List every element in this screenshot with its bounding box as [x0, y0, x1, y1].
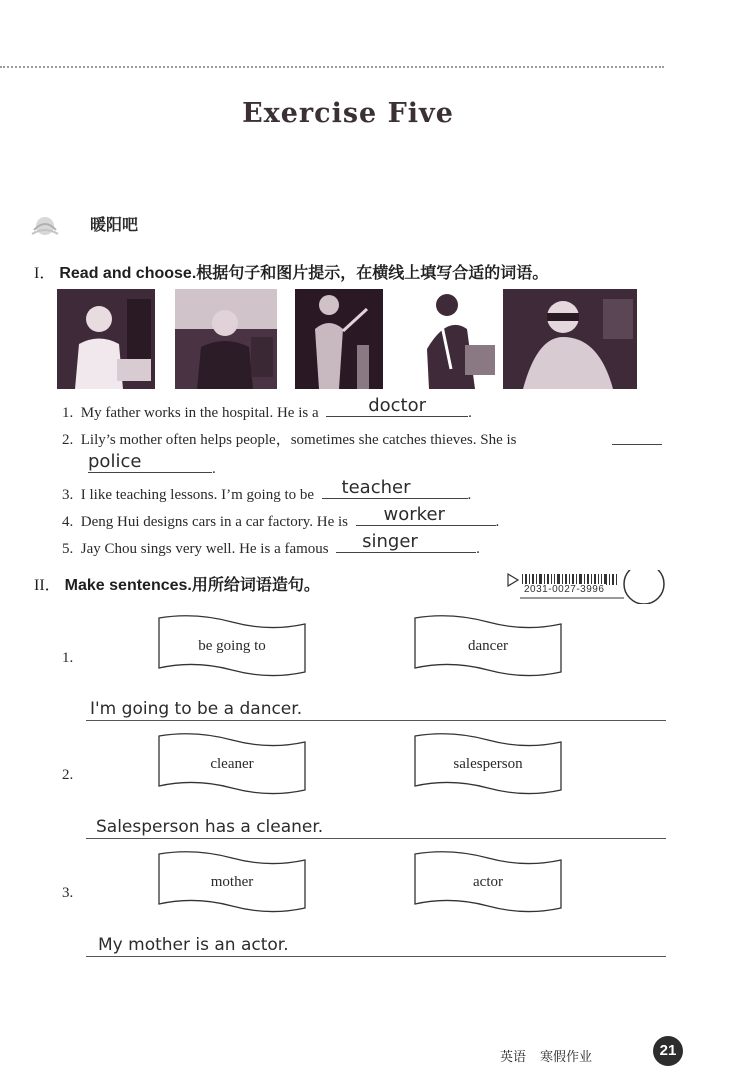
sentence-answer-line[interactable]: [86, 812, 666, 839]
question-2: [62, 428, 517, 449]
period: .: [212, 461, 216, 477]
word-card: [414, 614, 562, 678]
word-card: [158, 850, 306, 914]
word-card-text: mother: [210, 874, 254, 890]
page-title: Exercise Five: [242, 98, 454, 129]
question-2-continued: [88, 451, 216, 478]
photo-teacher: [503, 289, 637, 389]
part1-heading-text: Read and choose.根据句子和图片提示，在横线上填写合适的词语。: [59, 265, 549, 282]
photo-singer: [295, 289, 383, 389]
question-4: [62, 504, 500, 531]
section-name: 暖阳吧: [90, 215, 139, 234]
question-number: 5.: [62, 541, 74, 557]
page-number: 21: [653, 1036, 683, 1066]
word-card: [414, 850, 562, 914]
question-text: Lily’s mother often helps people，sometimes she catches thieves. She is: [80, 432, 517, 448]
word-card-text: dancer: [468, 638, 508, 654]
period: .: [467, 487, 472, 503]
photo-worker: [417, 289, 499, 389]
word-card: [158, 614, 306, 678]
part2-heading: [34, 572, 320, 595]
question-3: [62, 477, 472, 504]
word-card: [158, 732, 306, 796]
question-text: Deng Hui designs cars in a car factory. He is: [80, 514, 349, 530]
question-number: 1.: [62, 405, 74, 421]
part1-number: I．: [34, 265, 56, 282]
word-card-text: actor: [473, 874, 503, 890]
answer-text: teacher: [341, 477, 411, 498]
question-number: 3.: [62, 487, 74, 503]
question-text: I like teaching lessons. I’m going to be: [80, 487, 315, 503]
sentence-answer-text: Salesperson has a cleaner.: [96, 817, 324, 837]
question-5: [62, 531, 480, 558]
page-footer: [500, 1046, 592, 1065]
word-card-text: cleaner: [210, 756, 254, 772]
footer-subject: 英语: [500, 1050, 527, 1065]
answer-blank[interactable]: [322, 477, 468, 499]
question-text: My father works in the hospital. He is a: [80, 405, 319, 421]
word-card-text: be going to: [198, 638, 266, 654]
part1-heading: [34, 260, 548, 283]
word-card: [414, 732, 562, 796]
part2-number: II．: [34, 577, 61, 594]
part2-heading-text: Make sentences.用所给词语造句。: [64, 577, 320, 594]
word-card-text: salesperson: [453, 756, 523, 772]
period: .: [476, 541, 480, 557]
photo-doctor: [57, 289, 155, 389]
sentence-1-number: 1.: [62, 650, 74, 666]
answer-text: police: [88, 451, 142, 472]
footer-book: 寒假作业: [540, 1050, 593, 1065]
answer-blank-continued: [612, 444, 662, 445]
sun-logo-icon: [30, 212, 60, 238]
question-1: [62, 395, 472, 422]
question-number: 2.: [62, 432, 74, 448]
sentence-answer-line[interactable]: [86, 694, 666, 721]
question-text: Jay Chou sings very well. He is a famous: [80, 541, 329, 557]
answer-blank[interactable]: [88, 451, 212, 473]
sentence-answer-text: I'm going to be a dancer.: [90, 699, 303, 719]
question-number: 4.: [62, 514, 74, 530]
barcode-number: 2031-0027-3996: [524, 584, 605, 595]
answer-blank[interactable]: [336, 531, 476, 553]
photo-police: [175, 289, 277, 389]
answer-text: singer: [362, 531, 418, 552]
answer-text: doctor: [368, 395, 427, 416]
answer-blank[interactable]: [356, 504, 496, 526]
period: .: [468, 405, 472, 421]
answer-blank[interactable]: [326, 395, 468, 417]
period: .: [495, 514, 500, 530]
top-dotted-rule: [0, 66, 664, 68]
sentence-answer-text: My mother is an actor.: [98, 935, 289, 955]
sentence-3-number: 3.: [62, 885, 74, 901]
answer-text: worker: [383, 504, 445, 525]
sentence-2-number: 2.: [62, 767, 74, 783]
sentence-answer-line[interactable]: [86, 930, 666, 957]
